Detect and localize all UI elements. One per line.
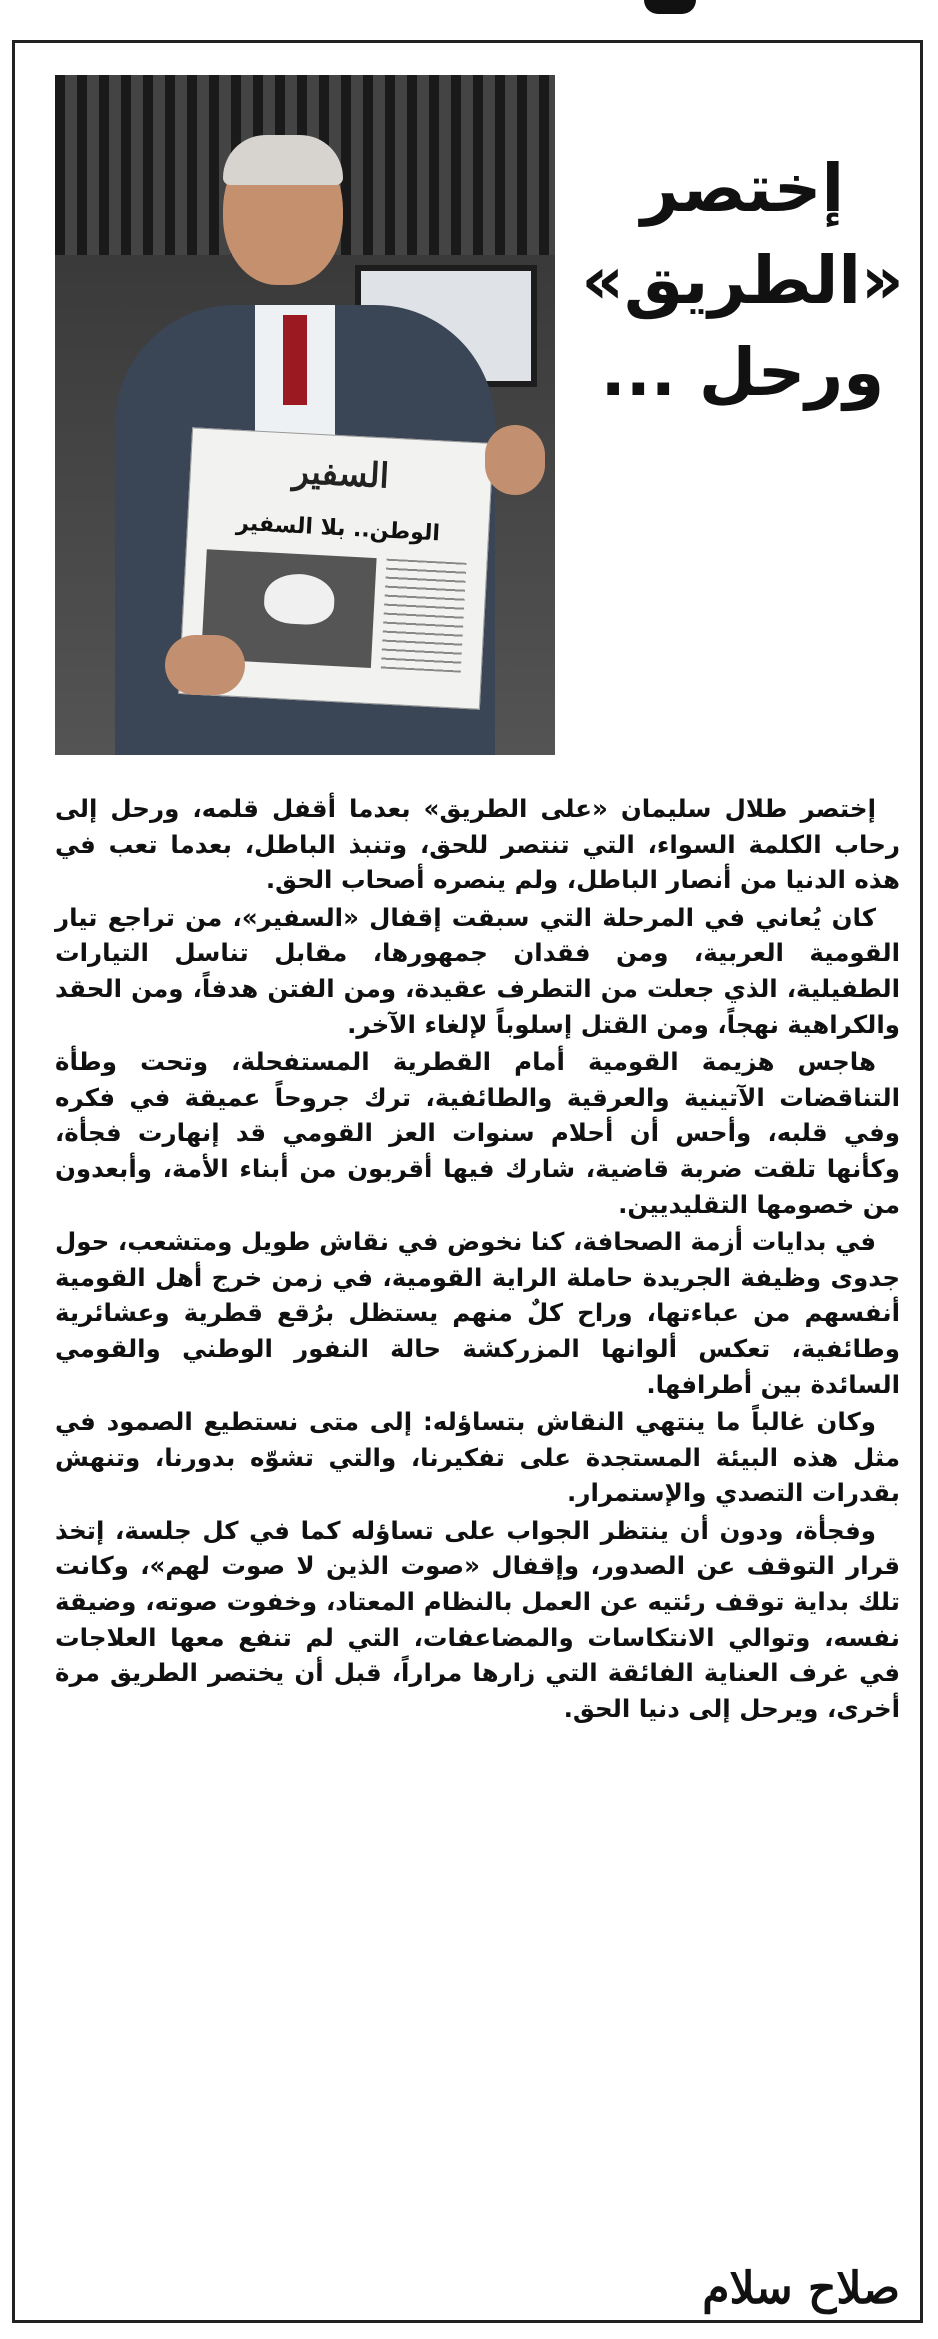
photo-hair (223, 135, 343, 185)
article-paragraph: إختصر طلال سليمان «على الطريق» بعدما أقفل قلمه، ورحل إلى رحاب الكلمة السواء، التي تنتصر للحق، وتنبذ الباطل، بعدما تعب في هذه الدنيا من أنصار الباطل، ولم ينصره أصحاب الحق. (55, 794, 900, 895)
newspaper-logo: السفير (291, 451, 391, 497)
headline-line-1: إختصر (640, 150, 845, 227)
article-paragraph: وكان غالباً ما ينتهي النقاش بتساؤله: إلى متى نستطيع الصمود في مثل هذه البيئة المستجدة على تفكيرنا، والتي تشوّه بدورنا، وتنهش بقدرات التصدي والإستمرار. (55, 1407, 900, 1508)
article-paragraph: وفجأة، ودون أن ينتظر الجواب على تساؤله كما في كل جلسة، إتخذ قرار التوقف عن الصدور، وإقفال «صوت الذين لا صوت لهم»، وكانت تلك بداية توقف رئتيه عن العمل بالنظام المعتاد، وخفوت صوته، وضيقة نفسه، وتوالي الانتكاسات والمضاعفات، التي لم تنفع معها العلاجات في غرف العناية الفائقة التي زارها مراراً، قبل أن يختصر الطريق مرة أخرى، ويرحل إلى دنيا الحق. (55, 1515, 900, 1723)
article-headline (575, 143, 910, 419)
photo-hand-left (165, 635, 245, 695)
article-paragraph: في بدايات أزمة الصحافة، كنا نخوض في نقاش طويل ومتشعب، حول جدوى وظيفة الجريدة حاملة الراية القومية، في زمن خرج أهل القومية أنفسهم من عباءتها، وراح كلٌ منهم يستظل برُقع قطرية وعشائرية وطائفية، تعكس ألوانها المزركشة حالة النفور الوطني والقومي السائدة بين أطرافها. (55, 1227, 900, 1399)
page-corner-mark (644, 0, 696, 14)
article-paragraph: كان يُعاني في المرحلة التي سبقت إقفال «السفير»، من تراجع تيار القومية العربية، ومن فقدان جمهورها، مقابل تناسل التيارات الطفيلية، الذي جعلت من التطرف عقيدة، ومن الفتن هدفاً، ومن الحقد والكراهية نهجاً، ومن القتل إسلوباً لإلغاء الآخر. (55, 902, 900, 1039)
photo-hand-right (485, 425, 545, 495)
article-paragraph: هاجس هزيمة القومية أمام القطرية المستفحلة، وتحت وطأة التناقضات الآتينية والعرقية والطائفية، ترك جروحاً عميقة في فكره وفي قلبه، وأحس أن أحلام سنوات العز القومي قد إنهارت فجأة، وكأنها تلقت ضربة قاضية، شارك فيها أقربون من أبناء الأمة، وأبعدون من خصومها التقليديين. (55, 1047, 900, 1219)
author-photo (55, 75, 555, 755)
article-frame (12, 40, 923, 2323)
newspaper-headline: الوطن.. بلا السفير (235, 510, 441, 547)
article-body (55, 791, 900, 1728)
author-signature: صلاح سلام (702, 2263, 900, 2314)
dove-icon (263, 572, 336, 626)
newspaper-text-column (381, 559, 467, 673)
photo-tie (283, 315, 307, 405)
headline-line-3: ورحل ... (600, 334, 885, 411)
headline-line-2: «الطريق» (581, 242, 904, 319)
